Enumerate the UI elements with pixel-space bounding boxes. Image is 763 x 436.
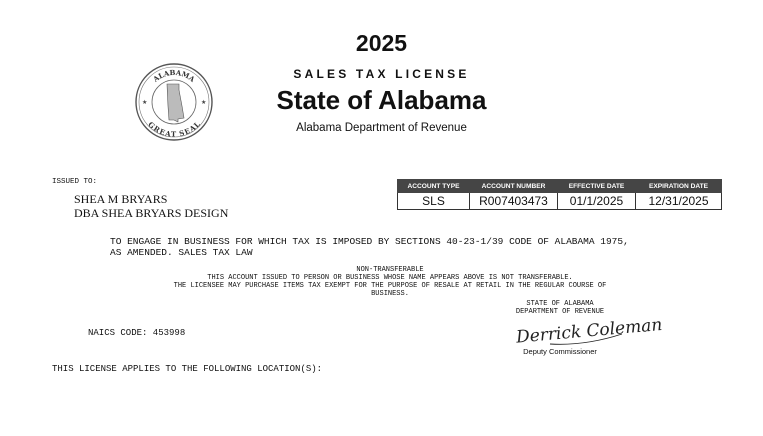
authority-line: DEPARTMENT OF REVENUE <box>515 308 605 316</box>
account-type-header: ACCOUNT TYPE <box>398 180 470 193</box>
state-name: State of Alabama <box>276 85 487 115</box>
notice-line: THE LICENSEE MAY PURCHASE ITEMS TAX EXEMPT FOR THE PURPOSE OF RESALE AT RETAIL IN THE REGULAR COURSE OF <box>173 282 607 290</box>
signature-image <box>510 314 664 350</box>
account-table-header <box>398 180 722 193</box>
engage-line: AS AMENDED. SALES TAX LAW <box>110 247 253 258</box>
effective-date-value: 01/1/2025 <box>558 193 636 210</box>
effective-date-header: EFFECTIVE DATE <box>558 180 636 193</box>
authority-line: STATE OF ALABAMA <box>526 300 594 308</box>
licensee-name: SHEA M BRYARS <box>74 192 168 206</box>
department-name: Alabama Department of Revenue <box>296 122 467 134</box>
account-table-row <box>398 193 722 210</box>
expiration-date-header: EXPIRATION DATE <box>636 180 722 193</box>
account-number-value: R007403473 <box>470 193 558 210</box>
svg-text:ALABAMA: ALABAMA <box>151 67 197 84</box>
svg-text:★: ★ <box>142 100 148 106</box>
notice-line: NON-TRANSFERABLE <box>356 266 424 274</box>
account-number-header: ACCOUNT NUMBER <box>470 180 558 193</box>
engage-statement <box>110 236 710 258</box>
license-year: 2025 <box>355 30 408 56</box>
issued-to-label: ISSUED TO: <box>52 178 98 186</box>
naics-code: NAICS CODE: 453998 <box>88 328 186 338</box>
deputy-commissioner-title: Deputy Commissioner <box>523 347 597 356</box>
license-title: SALES TAX LICENSE <box>293 67 470 81</box>
locations-label: THIS LICENSE APPLIES TO THE FOLLOWING LOCATION(S): <box>52 364 323 374</box>
licensee-dba: DBA SHEA BRYARS DESIGN <box>74 206 229 220</box>
engage-line: TO ENGAGE IN BUSINESS FOR WHICH TAX IS IMPOSED BY SECTIONS 40-23-1/39 CODE OF ALABAMA 1975, <box>110 236 629 247</box>
non-transferable-notice <box>90 266 690 298</box>
svg-text:GREAT SEAL: GREAT SEAL <box>146 119 202 139</box>
notice-line: BUSINESS. <box>371 290 409 298</box>
account-type-value: SLS <box>398 193 470 210</box>
svg-text:★: ★ <box>201 100 207 106</box>
svg-text:Derrick Coleman: Derrick Coleman <box>515 314 664 348</box>
notice-line: THIS ACCOUNT ISSUED TO PERSON OR BUSINESS WHOSE NAME APPEARS ABOVE IS NOT TRANSFERABLE. <box>207 274 573 282</box>
expiration-date-value: 12/31/2025 <box>636 193 722 210</box>
account-table <box>397 179 722 210</box>
signature-authority <box>490 300 630 316</box>
